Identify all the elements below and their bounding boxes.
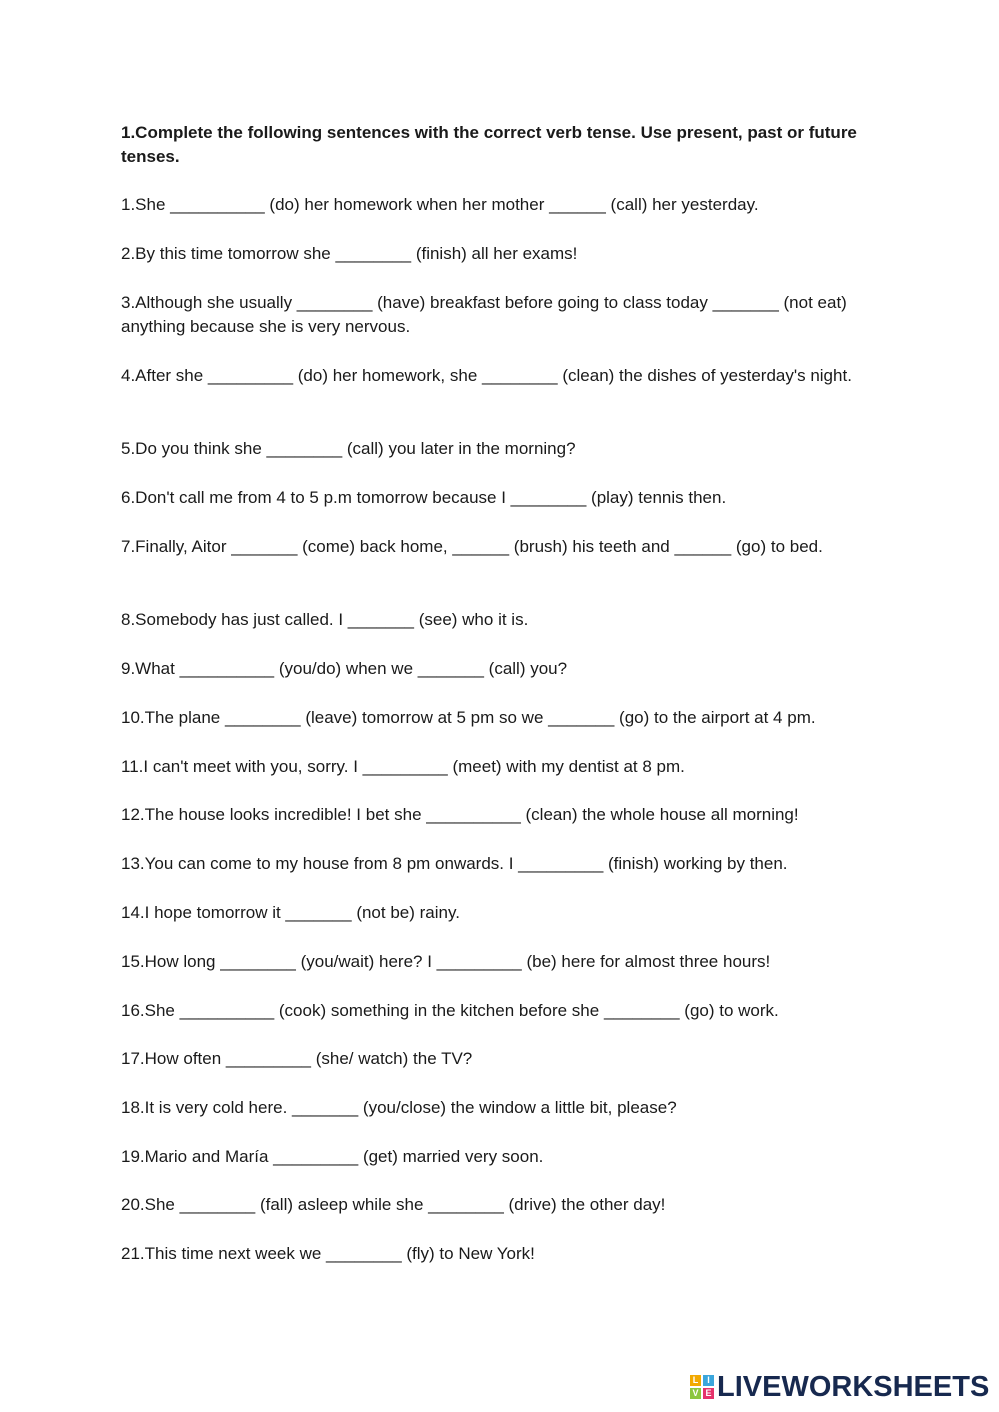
exercise-sentence: 4.After she _________ (do) her homework, she ________ (clean) the dishes of yesterday's night. [121, 366, 852, 385]
exercise-sentence: 9.What __________ (you/do) when we _______ (call) you? [121, 659, 568, 678]
exercise-sentence: 13.You can come to my house from 8 pm onwards. I _________ (finish) working by then. [121, 854, 788, 873]
exercise-sentence: 2.By this time tomorrow she ________ (finish) all her exams! [121, 244, 578, 263]
brand-wordmark: LIVEWORKSHEETS [717, 1371, 990, 1403]
exercise-sentence: 18.It is very cold here. _______ (you/close) the window a little bit, please? [121, 1098, 677, 1117]
exercise-instructions: 1.Complete the following sentences with the correct verb tense. Use present, past or future tenses. [121, 123, 857, 166]
logo-letter-i: I [703, 1375, 714, 1386]
exercise-sentence: 20.She ________ (fall) asleep while she ________ (drive) the other day! [121, 1195, 666, 1214]
exercise-sentence: 3.Although she usually ________ (have) breakfast before going to class today _______ (not eat) anything because she is very nervous. [121, 293, 847, 336]
logo-letter-v: V [690, 1388, 701, 1399]
exercise-sentence: 21.This time next week we ________ (fly) to New York! [121, 1244, 535, 1263]
exercise-sentence: 16.She __________ (cook) something in the kitchen before she ________ (go) to work. [121, 1001, 779, 1020]
exercise-sentence: 15.How long ________ (you/wait) here? I _________ (be) here for almost three hours! [121, 952, 771, 971]
exercise-sentence: 19.Mario and María _________ (get) married very soon. [121, 1147, 544, 1166]
exercise-sentence: 11.I can't meet with you, sorry. I _________ (meet) with my dentist at 8 pm. [121, 757, 685, 776]
exercise-sentence: 14.I hope tomorrow it _______ (not be) rainy. [121, 903, 460, 922]
exercise-sentence: 17.How often _________ (she/ watch) the TV? [121, 1049, 473, 1068]
exercise-sentence: 1.She __________ (do) her homework when her mother ______ (call) her yesterday. [121, 195, 759, 214]
exercise-sentence: 5.Do you think she ________ (call) you later in the morning? [121, 439, 576, 458]
logo-letter-e: E [703, 1388, 714, 1399]
exercise-sentence: 7.Finally, Aitor _______ (come) back home, ______ (brush) his teeth and ______ (go) to bed. [121, 537, 823, 556]
liveworksheets-logo-icon [690, 1375, 714, 1399]
exercise-sentence: 6.Don't call me from 4 to 5 p.m tomorrow because I ________ (play) tennis then. [121, 488, 727, 507]
exercise-sentence: 8.Somebody has just called. I _______ (see) who it is. [121, 610, 529, 629]
liveworksheets-brand [690, 1372, 989, 1402]
exercise-sentence: 12.The house looks incredible! I bet she __________ (clean) the whole house all morning! [121, 805, 799, 824]
exercise-sentence: 10.The plane ________ (leave) tomorrow at 5 pm so we _______ (go) to the airport at 4 pm. [121, 708, 816, 727]
logo-letter-l: L [690, 1375, 701, 1386]
